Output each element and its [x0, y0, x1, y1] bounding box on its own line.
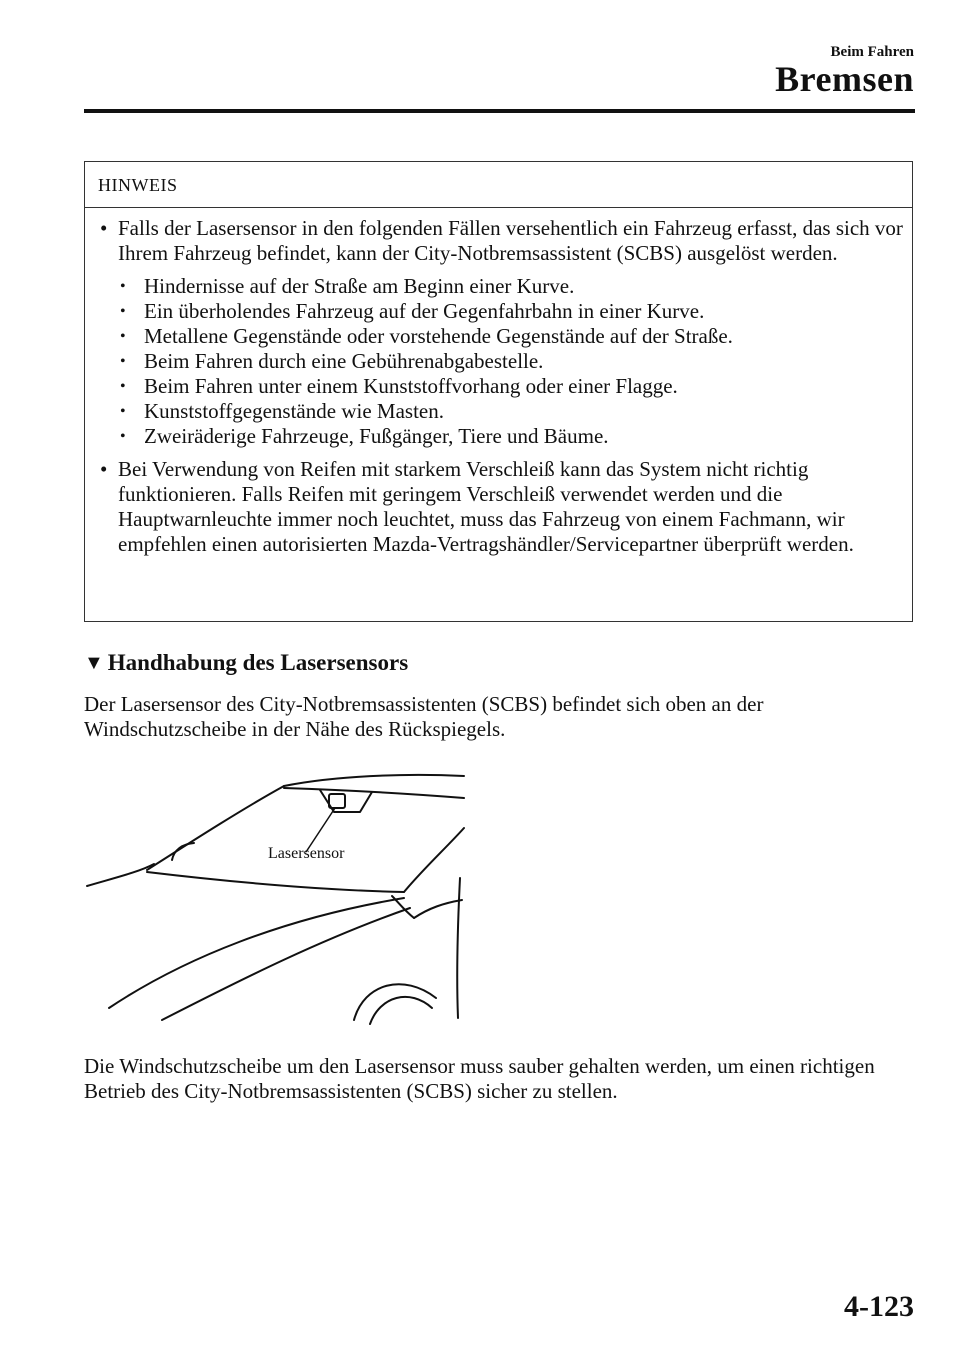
- body-line-1: [414, 900, 462, 918]
- door-line: [457, 878, 460, 1018]
- note-label: HINWEIS: [85, 162, 912, 208]
- sub-list-item-text: Ein überholendes Fahrzeug auf der Gegenfahrbahn in einer Kurve.: [144, 299, 705, 323]
- bullet-dot-icon: •: [120, 303, 126, 320]
- sub-list-item: [118, 424, 906, 449]
- windshield-left-edge: [147, 786, 284, 870]
- sub-list-item: [118, 299, 906, 324]
- page-title: Bremsen: [775, 59, 914, 99]
- sub-list-item-text: Beim Fahren unter einem Kunststoffvorhang oder einer Flagge.: [144, 374, 678, 398]
- sub-list-item: [118, 399, 906, 424]
- sub-list-item-text: Beim Fahren durch eine Gebührenabgabestelle.: [144, 349, 544, 373]
- note-bullet-text: Bei Verwendung von Reifen mit starkem Verschleiß kann das System nicht richtig funktionieren. Falls Reifen mit geringem Verschleiß verwendet werden und die Hauptwarnleuchte immer noch leuchtet, muss das Fahrzeug von einem Fachmann, wir empfehlen einen autorisierten Mazda-Vertragshändler/Servicepartner überprüft werden.: [118, 457, 854, 556]
- bullet-dot-icon: •: [120, 428, 126, 445]
- bullet-dot-icon: •: [120, 328, 126, 345]
- sub-list-item: [118, 349, 906, 374]
- figure-label: Lasersensor: [268, 845, 345, 862]
- bullet-dot-icon: •: [120, 353, 126, 370]
- note-body: [85, 208, 912, 557]
- a-pillar: [404, 828, 464, 892]
- bullet-dot-icon: •: [120, 403, 126, 420]
- section-heading-text: Handhabung des Lasersensors: [107, 650, 409, 675]
- hood-line: [87, 864, 154, 886]
- triangle-down-icon: ▼: [84, 652, 104, 674]
- bullet-dot-icon: •: [100, 216, 108, 240]
- bullet-dot-icon: •: [100, 457, 108, 481]
- section-heading: [84, 650, 408, 676]
- header-section-label: Beim Fahren: [830, 44, 914, 60]
- windshield-bottom: [147, 872, 404, 892]
- sub-list-item-text: Kunststoffgegenstände wie Masten.: [144, 399, 444, 423]
- note-bullet-text: Falls der Lasersensor in den folgenden Fällen versehentlich ein Fahrzeug erfasst, das sich vor Ihrem Fahrzeug befindet, kann der City-Notbremsassistent (SCBS) ausgelöst werden.: [118, 216, 903, 265]
- fender-arc-inner: [370, 997, 432, 1024]
- body-paragraph: Der Lasersensor des City-Notbremsassistenten (SCBS) befindet sich oben an der Windschutzscheibe in der Nähe des Rückspiegels.: [84, 692, 764, 741]
- sub-list-item: [118, 374, 906, 399]
- sub-list-item: [118, 324, 906, 349]
- windshield-illustration: [84, 768, 468, 1026]
- roof-line: [284, 775, 464, 786]
- bullet-dot-icon: •: [120, 378, 126, 395]
- bullet-dot-icon: •: [120, 278, 126, 295]
- sub-list-item-text: Hindernisse auf der Straße am Beginn einer Kurve.: [144, 274, 575, 298]
- sensor-housing: [329, 794, 345, 808]
- sub-list-item-text: Metallene Gegenstände oder vorstehende Gegenstände auf der Straße.: [144, 324, 733, 348]
- note-box: [84, 161, 913, 622]
- windshield-top-edge: [284, 788, 464, 798]
- note-bullet: [100, 457, 906, 557]
- sub-list-item: [118, 274, 906, 299]
- header-divider: [84, 109, 915, 113]
- hood-crease: [109, 898, 404, 1008]
- sub-list-item-text: Zweiräderige Fahrzeuge, Fußgänger, Tiere und Bäume.: [144, 424, 609, 448]
- page-number: 4-123: [844, 1290, 914, 1323]
- note-bullet: [100, 216, 906, 266]
- body-paragraph: Die Windschutzscheibe um den Lasersensor muss sauber gehalten werden, um einen richtigen Betrieb des City-Notbremsassistenten (SCBS) sicher zu stellen.: [84, 1054, 875, 1103]
- note-sub-list: [100, 274, 906, 449]
